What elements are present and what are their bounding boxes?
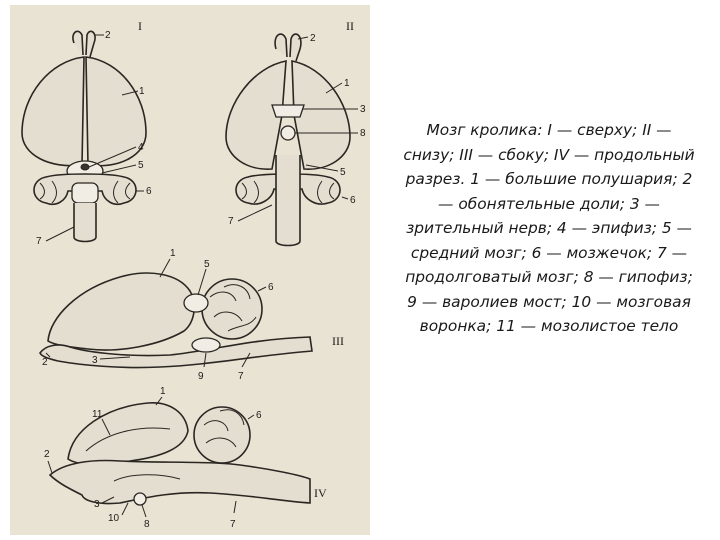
panel-i-vermis (72, 183, 98, 203)
panel-ii-label: 5 (340, 167, 346, 178)
panel-iii-label: 5 (204, 259, 210, 270)
panel-iii-pons (192, 338, 220, 352)
panel-ii-medulla (276, 155, 300, 246)
panel-iv-label: 6 (256, 410, 262, 421)
panel-iii-label: 3 (92, 355, 98, 366)
panel-iii-hemisphere (48, 273, 194, 350)
panel-iv-cerebellum (194, 407, 250, 463)
panel-ii-optic-chiasm (272, 105, 304, 117)
panel-iv-hypophysis (134, 493, 146, 505)
panel-iv-label: 10 (108, 513, 120, 524)
panel-iv-label: 1 (160, 386, 166, 397)
panel-ii-olfactory-lobes (275, 34, 301, 61)
panel-iv-label: 7 (230, 519, 236, 530)
panel-ii-label: 3 (360, 104, 366, 115)
panel-iii-label: 2 (42, 357, 48, 368)
panel-ii-hypophysis (281, 126, 295, 140)
panel-iv-label: 3 (94, 499, 100, 510)
panel-ii-label: 7 (228, 216, 234, 227)
panel-i-right-hemisphere (86, 57, 146, 166)
panel-i-label: 4 (138, 142, 144, 153)
panel-i-epiphysis (81, 164, 89, 170)
brain-illustration (10, 5, 370, 535)
panel-iv-numeral: IV (314, 486, 327, 500)
panel-i-numeral: I (138, 19, 142, 33)
panel-iii-side-view (40, 248, 344, 382)
panel-ii-bottom-view (226, 19, 366, 246)
panel-iii-label: 9 (198, 371, 204, 382)
panel-iii-cerebellum (202, 279, 262, 339)
rabbit-brain-figure (10, 5, 370, 535)
panel-iv-label: 8 (144, 519, 150, 530)
panel-i-medulla (74, 203, 96, 242)
panel-iii-numeral: III (332, 334, 344, 348)
panel-iii-midbrain (184, 294, 208, 312)
panel-ii-numeral: II (346, 19, 354, 33)
panel-i-left-hemisphere (22, 57, 84, 166)
panel-ii-label: 1 (344, 78, 350, 89)
panel-iii-label: 6 (268, 282, 274, 293)
figure-caption: Мозг кролика: I — сверху; II — снизу; III — сбоку; IV — продольный разрез. 1 — большие полушария; 2 — обонятельные доли; 3 — зрительный нерв; 4 — эпифиз; 5 — средний мозг; 6 — мозжечок; 7 — продолговатый мозг; 8 — гипофиз; 9 — варолиев мост; 10 — мозговая воронка; 11 — мозолистое тело (403, 121, 695, 335)
panel-i-label: 7 (36, 236, 42, 247)
panel-i-top-view (22, 19, 152, 247)
panel-iv-label: 11 (92, 409, 103, 420)
panel-ii-label: 6 (350, 195, 356, 206)
panel-i-label: 6 (146, 186, 152, 197)
panel-iii-label: 1 (170, 248, 176, 259)
panel-iii-label: 7 (238, 371, 244, 382)
panel-iv-hemisphere (68, 403, 188, 465)
panel-i-olfactory-lobes (73, 31, 95, 57)
panel-i-label: 5 (138, 160, 144, 171)
panel-i-label: 1 (139, 86, 145, 97)
panel-ii-label: 8 (360, 128, 366, 139)
panel-i-label: 2 (105, 30, 111, 41)
panel-iv-section (44, 386, 327, 530)
panel-iv-brainstem (50, 461, 310, 504)
panel-ii-label: 2 (310, 33, 316, 44)
panel-iv-label: 2 (44, 449, 50, 460)
